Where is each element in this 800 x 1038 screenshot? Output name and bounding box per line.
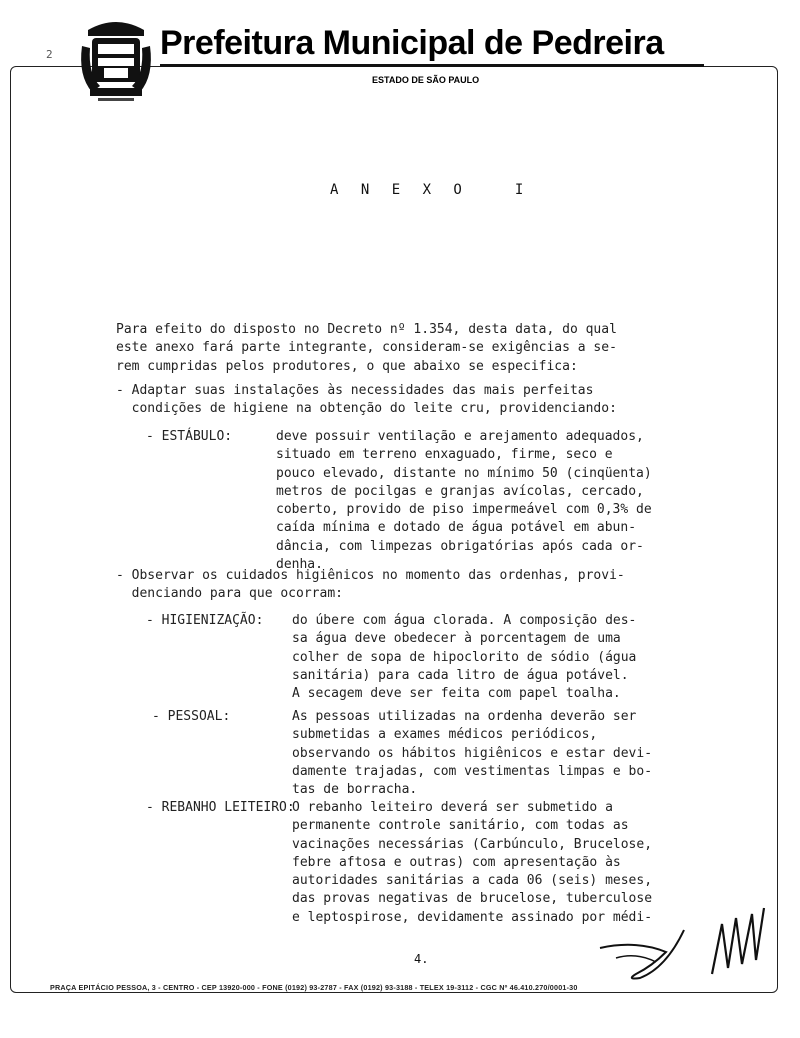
page-title: Prefeitura Municipal de Pedreira [160,24,664,62]
item-text-staff: As pessoas utilizadas na ordenha deverão ser submetidas a exames médicos periódicos, observando os hábitos higiênicos e estar devi- damente trajadas, com vestimentas limpas e bo- tas de borracha. [292,709,653,798]
margin-mark: 2 [46,48,53,61]
bullet-hygiene-care: - Observar os cuidados higiênicos no momento das ordenhas, provi- denciando para que ocorram: [116,568,625,602]
item-text-sanitization: do úbere com água clorada. A composição des- sa água deve obedecer à porcentagem de uma colher de sopa de hipoclorito de sódio (água sanitária) para cada litro de água potável. A secagem deve ser feita com papel toalha. [292,613,637,702]
state-subtitle: ESTADO DE SÃO PAULO [372,75,480,85]
municipal-seal-icon [78,16,154,104]
annex-heading [330,182,523,198]
footer-address: PRAÇA EPITÁCIO PESSOA, 3 - CENTRO - CEP 13920-000 - FONE (0192) 93-2787 - FAX (0192) 93-3188 - TELEX 19-3112 - CGC Nº 46.410.270/0001-30 [50,983,578,992]
item-label-dairy-herd: - REBANHO LEITEIRO: [146,800,295,815]
title-underline [160,64,704,67]
annex-number: I [514,182,524,198]
item-label-staff: - PESSOAL: [152,709,231,724]
item-text-stable: deve possuir ventilação e arejamento adequados, situado em terreno enxaguado, firme, seco e pouco elevado, distante no mínimo 50 (cinqüenta) metros de pocilgas e granjas avícolas, cercado, coberto, provido de piso impermeável com 0,3% de caída mínima e dotado de água potável em abun- dância, com limpezas obrigatórias após cada or- denha. [276,429,652,573]
signature-initials-2 [706,904,770,982]
intro-paragraph: Para efeito do disposto no Decreto nº 1.354, desta data, do qual este anexo fará parte integrante, consideram-se exigências a se- rem cumpridas pelos produtores, o que abaixo se especifica: [116,322,617,374]
page-number: 4. [414,952,429,966]
item-label-sanitization: - HIGIENIZAÇÃO: [146,613,264,628]
signature-initials-1 [596,918,688,990]
annex-label: A N E X O [330,182,469,198]
item-text-dairy-herd: O rebanho leiteiro deverá ser submetido a permanente controle sanitário, com todas as vacinações necessárias (Carbúnculo, Brucelose, febre aftosa e outras) com apresentação às autoridades sanitárias a cada 06 (seis) meses, das provas negativas de brucelose, tuberculose e leptospirose, devidamente assinado por médi- [292,800,653,925]
bullet-adapt-facilities: - Adaptar suas instalações às necessidades das mais perfeitas condições de higiene na obtenção do leite cru, providenciando: [116,383,617,417]
item-label-stable: - ESTÁBULO: [146,429,233,444]
